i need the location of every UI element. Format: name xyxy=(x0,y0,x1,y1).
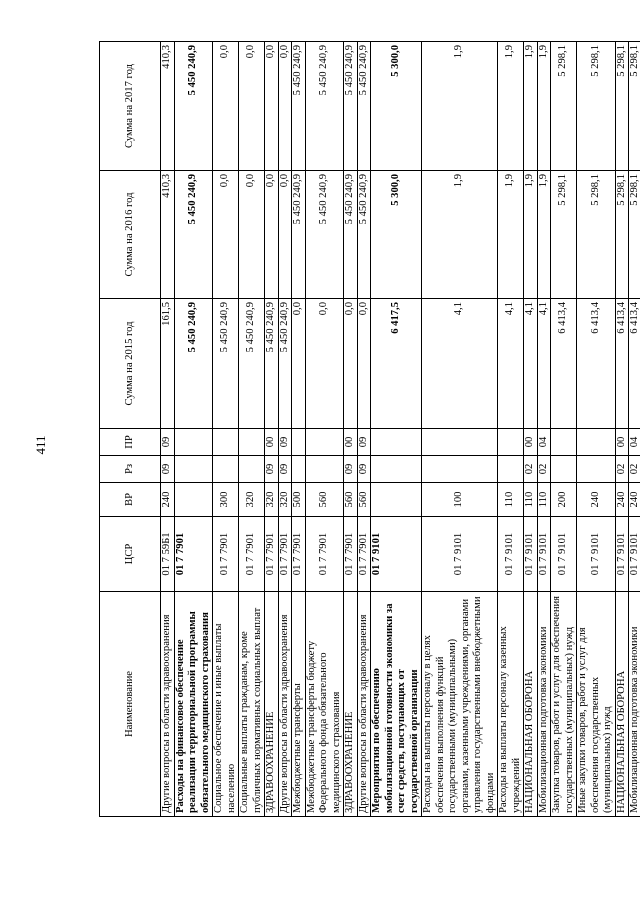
cell-csr: 01 7 7901 xyxy=(305,517,344,592)
cell-vr: 110 xyxy=(498,483,524,517)
cell-csr: 01 7 9101 xyxy=(498,517,524,592)
header-pr: ПР xyxy=(100,429,161,456)
cell-name: Межбюджетные трансферты бюджету Федерального фонда обязательного медицинского страхования xyxy=(305,592,344,817)
cell-rz xyxy=(371,456,422,483)
cell-sum-2015: 5 450 240,9 xyxy=(265,299,279,429)
cell-pr xyxy=(174,429,213,456)
header-name: Наименование xyxy=(100,592,161,817)
cell-name: Расходы на выплаты персоналу казенных учреждений xyxy=(498,592,524,817)
cell-pr: 09 xyxy=(278,429,292,456)
cell-csr: 01 7 9101 xyxy=(615,517,629,592)
cell-sum-2016: 0,0 xyxy=(213,171,239,299)
table-row xyxy=(357,42,371,817)
cell-sum-2017: 5 450 240,9 xyxy=(292,42,306,171)
cell-vr xyxy=(174,483,213,517)
cell-sum-2017: 5 450 240,9 xyxy=(305,42,344,171)
cell-sum-2015: 0,0 xyxy=(344,299,358,429)
cell-name: Межбюджетные трансферты xyxy=(292,592,306,817)
cell-vr: 200 xyxy=(551,483,577,517)
header-rz: Рз xyxy=(100,456,161,483)
table-row xyxy=(292,42,306,817)
cell-rz: 02 xyxy=(524,456,538,483)
cell-sum-2017: 5 298,1 xyxy=(577,42,616,171)
cell-sum-2015: 6 413,4 xyxy=(551,299,577,429)
cell-name: Другие вопросы в области здравоохранения xyxy=(357,592,371,817)
cell-csr: 01 7 9101 xyxy=(577,517,616,592)
header-sum-2016: Сумма на 2016 год xyxy=(100,171,161,299)
table-row xyxy=(577,42,616,817)
cell-sum-2016: 5 298,1 xyxy=(615,171,629,299)
cell-sum-2015: 6 413,4 xyxy=(629,299,640,429)
table-row xyxy=(174,42,213,817)
cell-vr: 320 xyxy=(239,483,265,517)
cell-sum-2017: 5 298,1 xyxy=(615,42,629,171)
cell-csr: 01 7 7901 xyxy=(265,517,279,592)
cell-sum-2015: 5 450 240,9 xyxy=(213,299,239,429)
header-sum-2017: Сумма на 2017 год xyxy=(100,42,161,171)
cell-sum-2016: 1,9 xyxy=(498,171,524,299)
cell-rz: 02 xyxy=(629,456,640,483)
cell-name: ЗДРАВООХРАНЕНИЕ xyxy=(344,592,358,817)
header-sum-2015: Сумма на 2015 год xyxy=(100,299,161,429)
cell-sum-2015: 5 450 240,9 xyxy=(278,299,292,429)
table-row xyxy=(537,42,551,817)
cell-name: Мероприятия по обеспечению мобилизационной готовности экономики за счет средств, поступающих от государственной организации xyxy=(371,592,422,817)
cell-csr: 01 7 7901 xyxy=(239,517,265,592)
cell-sum-2015: 0,0 xyxy=(292,299,306,429)
cell-sum-2017: 0,0 xyxy=(278,42,292,171)
cell-vr: 110 xyxy=(524,483,538,517)
cell-sum-2016: 5 450 240,9 xyxy=(292,171,306,299)
cell-name: Расходы на финансовое обеспечение реализации территориальной программы обязательного медицинского страхования xyxy=(174,592,213,817)
cell-name: Иные закупки товаров, работ и услуг для обеспечения государственных (муниципальных) нужд xyxy=(577,592,616,817)
cell-sum-2015: 4,1 xyxy=(524,299,538,429)
table-row xyxy=(305,42,344,817)
table-row xyxy=(524,42,538,817)
cell-rz: 02 xyxy=(537,456,551,483)
cell-rz: 09 xyxy=(344,456,358,483)
table-row xyxy=(265,42,279,817)
cell-sum-2015: 6 417,5 xyxy=(371,299,422,429)
cell-sum-2017: 5 450 240,9 xyxy=(174,42,213,171)
cell-rz xyxy=(213,456,239,483)
cell-rz xyxy=(498,456,524,483)
cell-rz xyxy=(422,456,498,483)
cell-name: ЗДРАВООХРАНЕНИЕ xyxy=(265,592,279,817)
cell-sum-2016: 0,0 xyxy=(265,171,279,299)
cell-vr: 300 xyxy=(213,483,239,517)
cell-rz xyxy=(239,456,265,483)
cell-pr xyxy=(498,429,524,456)
table-row xyxy=(371,42,422,817)
cell-sum-2016: 5 300,0 xyxy=(371,171,422,299)
cell-sum-2015: 4,1 xyxy=(422,299,498,429)
cell-rz xyxy=(292,456,306,483)
cell-sum-2015: 161,5 xyxy=(161,299,175,429)
cell-sum-2016: 0,0 xyxy=(278,171,292,299)
table-row xyxy=(239,42,265,817)
table-row xyxy=(551,42,577,817)
table-row xyxy=(422,42,498,817)
cell-sum-2017: 1,9 xyxy=(524,42,538,171)
cell-sum-2016: 0,0 xyxy=(239,171,265,299)
cell-name: Мобилизационная подготовка экономики xyxy=(537,592,551,817)
page-number: 411 xyxy=(33,435,48,455)
cell-sum-2015: 4,1 xyxy=(537,299,551,429)
cell-sum-2017: 5 450 240,9 xyxy=(357,42,371,171)
cell-sum-2017: 1,9 xyxy=(537,42,551,171)
cell-sum-2015: 5 450 240,9 xyxy=(239,299,265,429)
cell-sum-2015: 5 450 240,9 xyxy=(174,299,213,429)
cell-name: Социальное обеспечение и иные выплаты населению xyxy=(213,592,239,817)
cell-sum-2016: 1,9 xyxy=(422,171,498,299)
cell-pr xyxy=(292,429,306,456)
cell-pr xyxy=(305,429,344,456)
cell-sum-2015: 6 413,4 xyxy=(577,299,616,429)
cell-csr: 01 7 9101 xyxy=(629,517,640,592)
cell-sum-2017: 1,9 xyxy=(422,42,498,171)
cell-pr xyxy=(371,429,422,456)
cell-sum-2016: 5 298,1 xyxy=(577,171,616,299)
cell-csr: 01 7 7901 xyxy=(292,517,306,592)
table-row xyxy=(344,42,358,817)
cell-sum-2017: 0,0 xyxy=(239,42,265,171)
cell-sum-2017: 5 450 240,9 xyxy=(344,42,358,171)
budget-table-container xyxy=(99,42,640,817)
cell-sum-2016: 5 450 240,9 xyxy=(357,171,371,299)
cell-pr xyxy=(213,429,239,456)
header-vr: ВР xyxy=(100,483,161,517)
cell-rz: 09 xyxy=(278,456,292,483)
table-row xyxy=(278,42,292,817)
cell-vr: 500 xyxy=(292,483,306,517)
cell-vr: 240 xyxy=(161,483,175,517)
cell-sum-2017: 5 298,1 xyxy=(551,42,577,171)
cell-sum-2015: 0,0 xyxy=(357,299,371,429)
cell-csr: 01 7 9101 xyxy=(422,517,498,592)
table-row xyxy=(498,42,524,817)
cell-csr: 01 7 9101 xyxy=(371,517,422,592)
table-header-row xyxy=(100,42,161,817)
cell-rz: 09 xyxy=(265,456,279,483)
cell-sum-2017: 5 298,1 xyxy=(629,42,640,171)
cell-sum-2015: 0,0 xyxy=(305,299,344,429)
cell-name: Другие вопросы в области здравоохранения xyxy=(161,592,175,817)
cell-pr xyxy=(577,429,616,456)
cell-csr: 01 7 7901 xyxy=(344,517,358,592)
cell-name: Расходы на выплаты персоналу в целях обеспечения выполнения функций государственными (муниципальными) органами, казенными учреждениями, органами управления государственными внебюджетными фондами xyxy=(422,592,498,817)
cell-sum-2016: 5 450 240,9 xyxy=(174,171,213,299)
cell-sum-2016: 1,9 xyxy=(524,171,538,299)
cell-rz xyxy=(305,456,344,483)
cell-name: Социальные выплаты гражданам, кроме публичных нормативных социальных выплат xyxy=(239,592,265,817)
table-row xyxy=(161,42,175,817)
cell-sum-2016: 5 450 240,9 xyxy=(344,171,358,299)
cell-sum-2015: 6 413,4 xyxy=(615,299,629,429)
cell-vr: 100 xyxy=(422,483,498,517)
cell-name: Закупка товаров, работ и услуг для обеспечения государственных (муниципальных) нужд xyxy=(551,592,577,817)
cell-pr: 00 xyxy=(615,429,629,456)
cell-vr: 320 xyxy=(265,483,279,517)
cell-rz xyxy=(174,456,213,483)
cell-rz: 02 xyxy=(615,456,629,483)
cell-name: Мобилизационная подготовка экономики xyxy=(629,592,640,817)
cell-vr: 240 xyxy=(615,483,629,517)
cell-vr: 240 xyxy=(629,483,640,517)
cell-csr: 01 7 9101 xyxy=(524,517,538,592)
cell-pr: 04 xyxy=(537,429,551,456)
cell-pr: 09 xyxy=(357,429,371,456)
table-body xyxy=(161,42,640,817)
cell-pr xyxy=(551,429,577,456)
cell-name: Другие вопросы в области здравоохранения xyxy=(278,592,292,817)
cell-pr xyxy=(239,429,265,456)
cell-sum-2015: 4,1 xyxy=(498,299,524,429)
cell-rz: 09 xyxy=(161,456,175,483)
cell-pr: 00 xyxy=(265,429,279,456)
table-row xyxy=(629,42,640,817)
cell-sum-2016: 5 298,1 xyxy=(551,171,577,299)
cell-vr: 560 xyxy=(344,483,358,517)
table-row xyxy=(213,42,239,817)
cell-pr xyxy=(422,429,498,456)
cell-sum-2016: 1,9 xyxy=(537,171,551,299)
cell-csr: 01 7 9101 xyxy=(551,517,577,592)
cell-vr: 110 xyxy=(537,483,551,517)
cell-csr: 01 7 7901 xyxy=(174,517,213,592)
header-csr: ЦСР xyxy=(100,517,161,592)
budget-table xyxy=(99,41,640,817)
cell-sum-2017: 1,9 xyxy=(498,42,524,171)
cell-csr: 01 7 9101 xyxy=(537,517,551,592)
cell-rz xyxy=(551,456,577,483)
cell-csr: 01 7 7901 xyxy=(357,517,371,592)
cell-sum-2017: 5 300,0 xyxy=(371,42,422,171)
cell-pr: 04 xyxy=(629,429,640,456)
cell-rz xyxy=(577,456,616,483)
cell-rz: 09 xyxy=(357,456,371,483)
cell-name: НАЦИОНАЛЬНАЯ ОБОРОНА xyxy=(524,592,538,817)
cell-sum-2016: 5 298,1 xyxy=(629,171,640,299)
cell-pr: 00 xyxy=(524,429,538,456)
cell-sum-2017: 410,3 xyxy=(161,42,175,171)
cell-sum-2017: 0,0 xyxy=(213,42,239,171)
cell-vr: 560 xyxy=(357,483,371,517)
cell-pr: 09 xyxy=(161,429,175,456)
cell-csr: 01 7 7901 xyxy=(213,517,239,592)
cell-sum-2016: 5 450 240,9 xyxy=(305,171,344,299)
cell-vr: 320 xyxy=(278,483,292,517)
cell-vr: 560 xyxy=(305,483,344,517)
cell-csr: 01 7 59Б1 xyxy=(161,517,175,592)
cell-pr: 00 xyxy=(344,429,358,456)
table-row xyxy=(615,42,629,817)
cell-sum-2017: 0,0 xyxy=(265,42,279,171)
cell-csr: 01 7 7901 xyxy=(278,517,292,592)
cell-vr: 240 xyxy=(577,483,616,517)
cell-sum-2016: 410,3 xyxy=(161,171,175,299)
cell-name: НАЦИОНАЛЬНАЯ ОБОРОНА xyxy=(615,592,629,817)
cell-vr xyxy=(371,483,422,517)
